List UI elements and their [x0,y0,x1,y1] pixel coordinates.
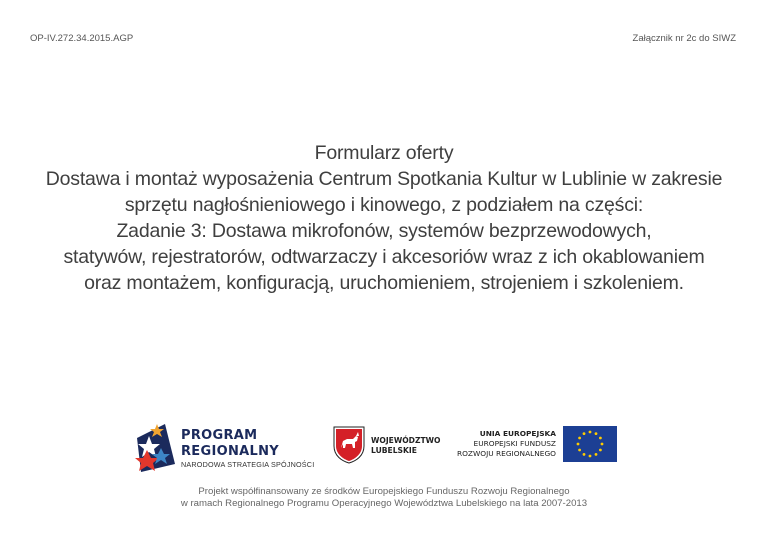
cofinancing-line-1: Projekt współfinansowany ze środków Europejskiego Funduszu Rozwoju Regionalnego [198,486,570,497]
program-line: PROGRAM [181,428,258,443]
title-line-2: Dostawa i montaż wyposażenia Centrum Spotkania Kultur w Lublinie w zakresie [45,168,723,190]
cofinancing-line-2: w ramach Regionalnego Programu Operacyjnego Województwa Lubelskiego na lata 2007-2013 [180,498,588,509]
funding-logos-bar [0,416,768,476]
program-regionalny-star-icon [135,420,177,474]
title-line-6: oraz montażem, konfiguracją, uruchomieniem, strojeniem i szkoleniem. [84,272,684,294]
program-regionalny-logo [135,420,325,474]
wojewodztwo-lubelskie-logo [333,426,443,466]
title-line-5: statywów, rejestratorów, odtwarzaczy i akcesoriów wraz z ich okablowaniem [63,246,705,268]
fundusz-line: EUROPEJSKI FUNDUSZ [473,439,556,448]
attachment-label: Załącznik nr 2c do SIWZ [632,33,736,44]
title-line-3: sprzętu nagłośnieniowego i kinowego, z podziałem na części: [124,194,644,216]
eu-flag-icon [563,426,617,462]
unia-europejska-logo [452,426,617,466]
document-reference-number: OP-IV.272.34.2015.AGP [30,33,134,44]
unia-europejska-line: UNIA EUROPEJSKA [479,429,556,438]
title-line-4: Zadanie 3: Dostawa mikrofonów, systemów bezprzewodowych, [116,220,652,242]
lubelskie-line: LUBELSKIE [371,446,417,455]
title-line-1: Formularz oferty [314,142,454,164]
regionalny-line: REGIONALNY [181,444,279,459]
strategy-subtitle: NARODOWA STRATEGIA SPÓJNOŚCI [181,460,315,469]
cofinancing-note [0,486,768,510]
form-title-block [0,140,768,296]
lubelskie-coat-of-arms-icon [333,426,365,464]
wojewodztwo-line: WOJEWÓDZTWO [371,436,441,445]
rozwoju-line: ROZWOJU REGIONALNEGO [456,449,556,458]
